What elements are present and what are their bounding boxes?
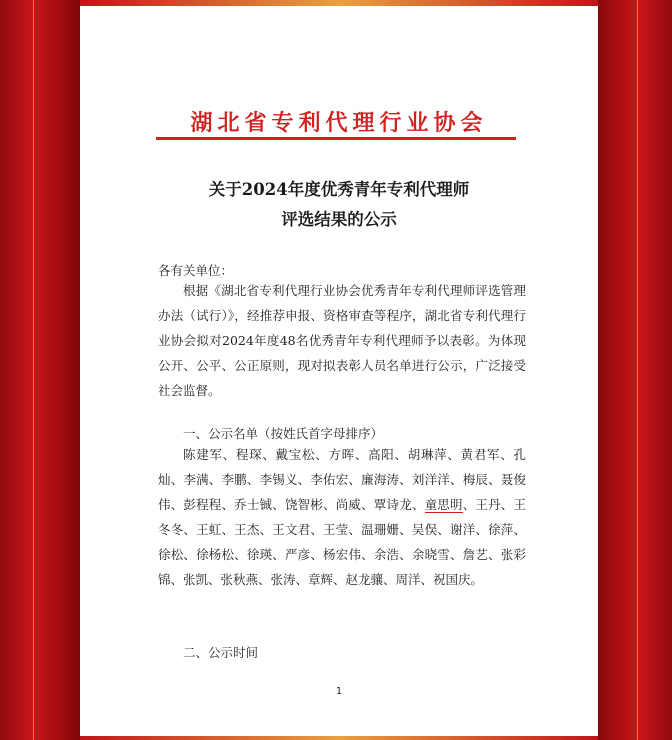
organization-header: 湖北省专利代理行业协会: [190, 110, 488, 136]
bottom-gold-border: [80, 736, 598, 740]
red-divider-line: [156, 137, 516, 140]
decorative-frame-right: [592, 0, 672, 740]
highlighted-name: 童思明: [424, 497, 463, 512]
frame-gold-line-right: [637, 0, 638, 740]
document-page: [80, 6, 598, 736]
section-1-heading: 一、公示名单（按姓氏首字母排序）: [183, 426, 384, 441]
names-part-2: 、王丹、王冬冬、王虹、王杰、王文君、王莹、温珊姗、吴俣、谢洋、徐萍、徐松、徐杨松、徐瑛、严彦、杨宏伟、余浩、余晓雪、詹艺、张彩锦、张凯、张秋燕、张涛、章辉、赵龙骧、周洋、祝国庆。: [158, 497, 526, 587]
salutation: 各有关单位：: [158, 263, 234, 278]
decorative-frame-left: [0, 0, 80, 740]
names-part-1: 陈建军、程琛、戴宝松、方晖、高阳、胡琳萍、黄君军、孔灿、李满、李鹏、李锡义、李佑宏、廉海涛、刘洋洋、梅辰、聂俊伟、彭程程、乔士铖、饶智彬、尚威、覃诗龙、: [158, 447, 526, 512]
intro-paragraph: 根据《湖北省专利代理行业协会优秀青年专利代理师评选管理办法（试行）》，经推荐申报、资格审查等程序，湖北省专利代理行业协会拟对2024年度48名优秀青年专利代理师予以表彰。为体现公开、公平、公正原则，现对拟表彰人员名单进行公示，广泛接受社会监督。: [158, 283, 526, 398]
award-name-list: [158, 442, 526, 592]
document-title-line-1: 关于2024年度优秀青年专利代理师: [208, 180, 470, 199]
page-number: 1: [335, 686, 343, 697]
section-2-heading: 二、公示时间: [183, 645, 259, 660]
frame-gold-line-left: [33, 0, 34, 740]
document-title-line-2: 评选结果的公示: [281, 210, 397, 229]
